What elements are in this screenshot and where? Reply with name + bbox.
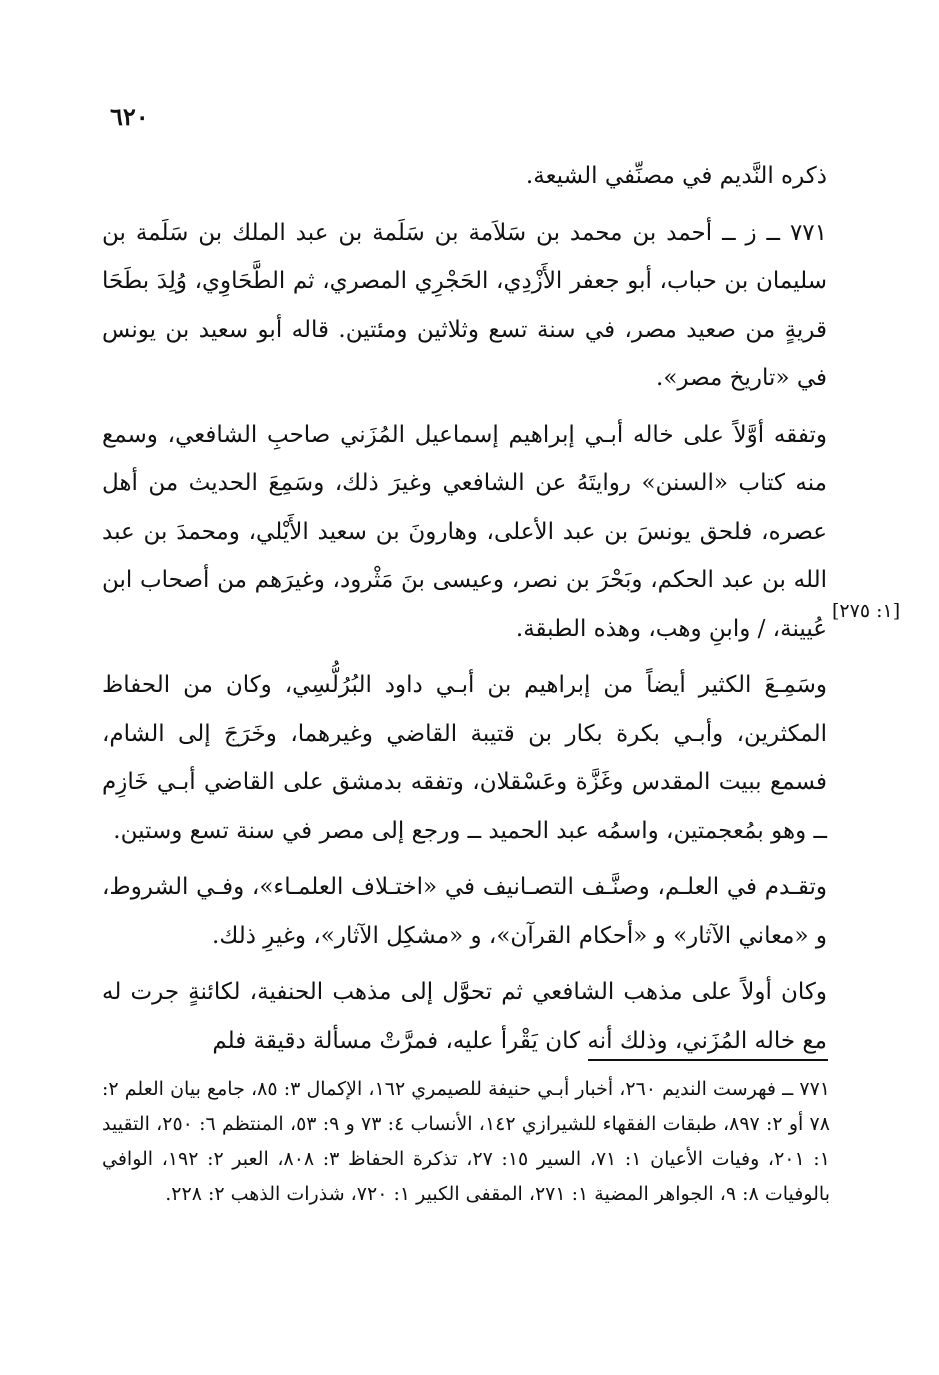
paragraph: وكان أولاً على مذهب الشافعي ثم تحوَّل إلى مذهب الحنفية، لكائنةٍ جرت له مع خاله المُزَني، وذلك أنه كان يَقْرأ عليه، فمرَّتْ مسألة دقيقة فلم (102, 979, 827, 1054)
main-text (102, 152, 827, 1073)
paragraph: ٧٧١ ــ ز ــ أحمد بن محمد بن سَلاَمة بن سَلَمة بن عبد الملك بن سَلَمة بن سليمان بن حباب، أبو جعفر الأَزْدِي، الحَجْرِي المصري، ثم الطَّحَاوِي، وُلِدَ بطَحَا قريةٍ من صعيد مصر، في سنة تسع وثلاثين ومئتين. قاله أبو سعيد بن يونس في «تاريخ مصر». (102, 219, 827, 391)
footnote: ٧٧١ ــ فهرست النديم ٢٦٠، أخبار أبـي حنيفة للصيمري ١٦٢، الإكمال ٣: ٨٥، جامع بيان العلم ٢: ٧٨ أو ٢: ٨٩٧، طبقات الفقهاء للشيرازي ١٤٢، الأنساب ٤: ٧٣ و ٩: ٥٣، المنتظم ٦: ٢٥٠، التقييد ١: ٢٠١، وفيات الأعيان ١: ٧١، السير ١٥: ٢٧، تذكرة الحفاظ ٣: ٨٠٨، العبر ٢: ١٩٢، الوافي بالوفيات ٨: ٩، الجواهر المضية ١: ٢٧١، المقفى الكبير ١: ٧٢٠، شذرات الذهب ٢: ٢٢٨. (102, 1078, 830, 1205)
paragraph: وتفقه أوَّلاً على خاله أبـي إبراهيم إسماعيل المُزَني صاحبِ الشافعي، وسمع منه كتاب «السنن» روايتَهُ عن الشافعي وغيرَ ذلك، وسَمِعَ الحديث من أهل عصره، فلحق يونسَ بن عبد الأعلى، وهارونَ بن سعيد الأَيْلي، ومحمدَ بن عبد الله بن عبد الحكم، وبَحْرَ بن نصر، وعيسى بنَ مَثْرود، وغيرَهم من أصحاب ابن عُيينة، / وابنِ وهب، وهذه الطبقة. (102, 421, 827, 642)
paragraph: وسَمِـعَ الكثير أيضاً من إبراهيم بن أبـي داود البُرُلُّسِي، وكان من الحفاظ المكثرين، وأبـي بكرة بكار بن قتيبة القاضي وغيرهما، وخَرَجَ إلى الشام، فسمع ببيت المقدس وغَزَّة وعَسْقلان، وتفقه بدمشق على القاضي أبـي خَازِم ــ وهو بمُعجمتين، واسمُه عبد الحميد ــ ورجع إلى مصر في سنة تسع وستين. (102, 672, 827, 844)
footnote-separator (588, 1059, 828, 1061)
page-number: ٦٢٠ (110, 102, 149, 131)
paragraph: وتقـدم في العلـم، وصنَّـف التصـانيف في «اختـلاف العلمـاء»، وفـي الشروط، و «معاني الآثار» و «أحكام القرآن»، و «مشكِل الآثار»، وغيرِ ذلك. (102, 874, 827, 949)
paragraph: ذكره النَّديم في مصنِّفي الشيعة. (525, 163, 827, 189)
margin-reference: [١: ٢٧٥] (832, 600, 901, 622)
